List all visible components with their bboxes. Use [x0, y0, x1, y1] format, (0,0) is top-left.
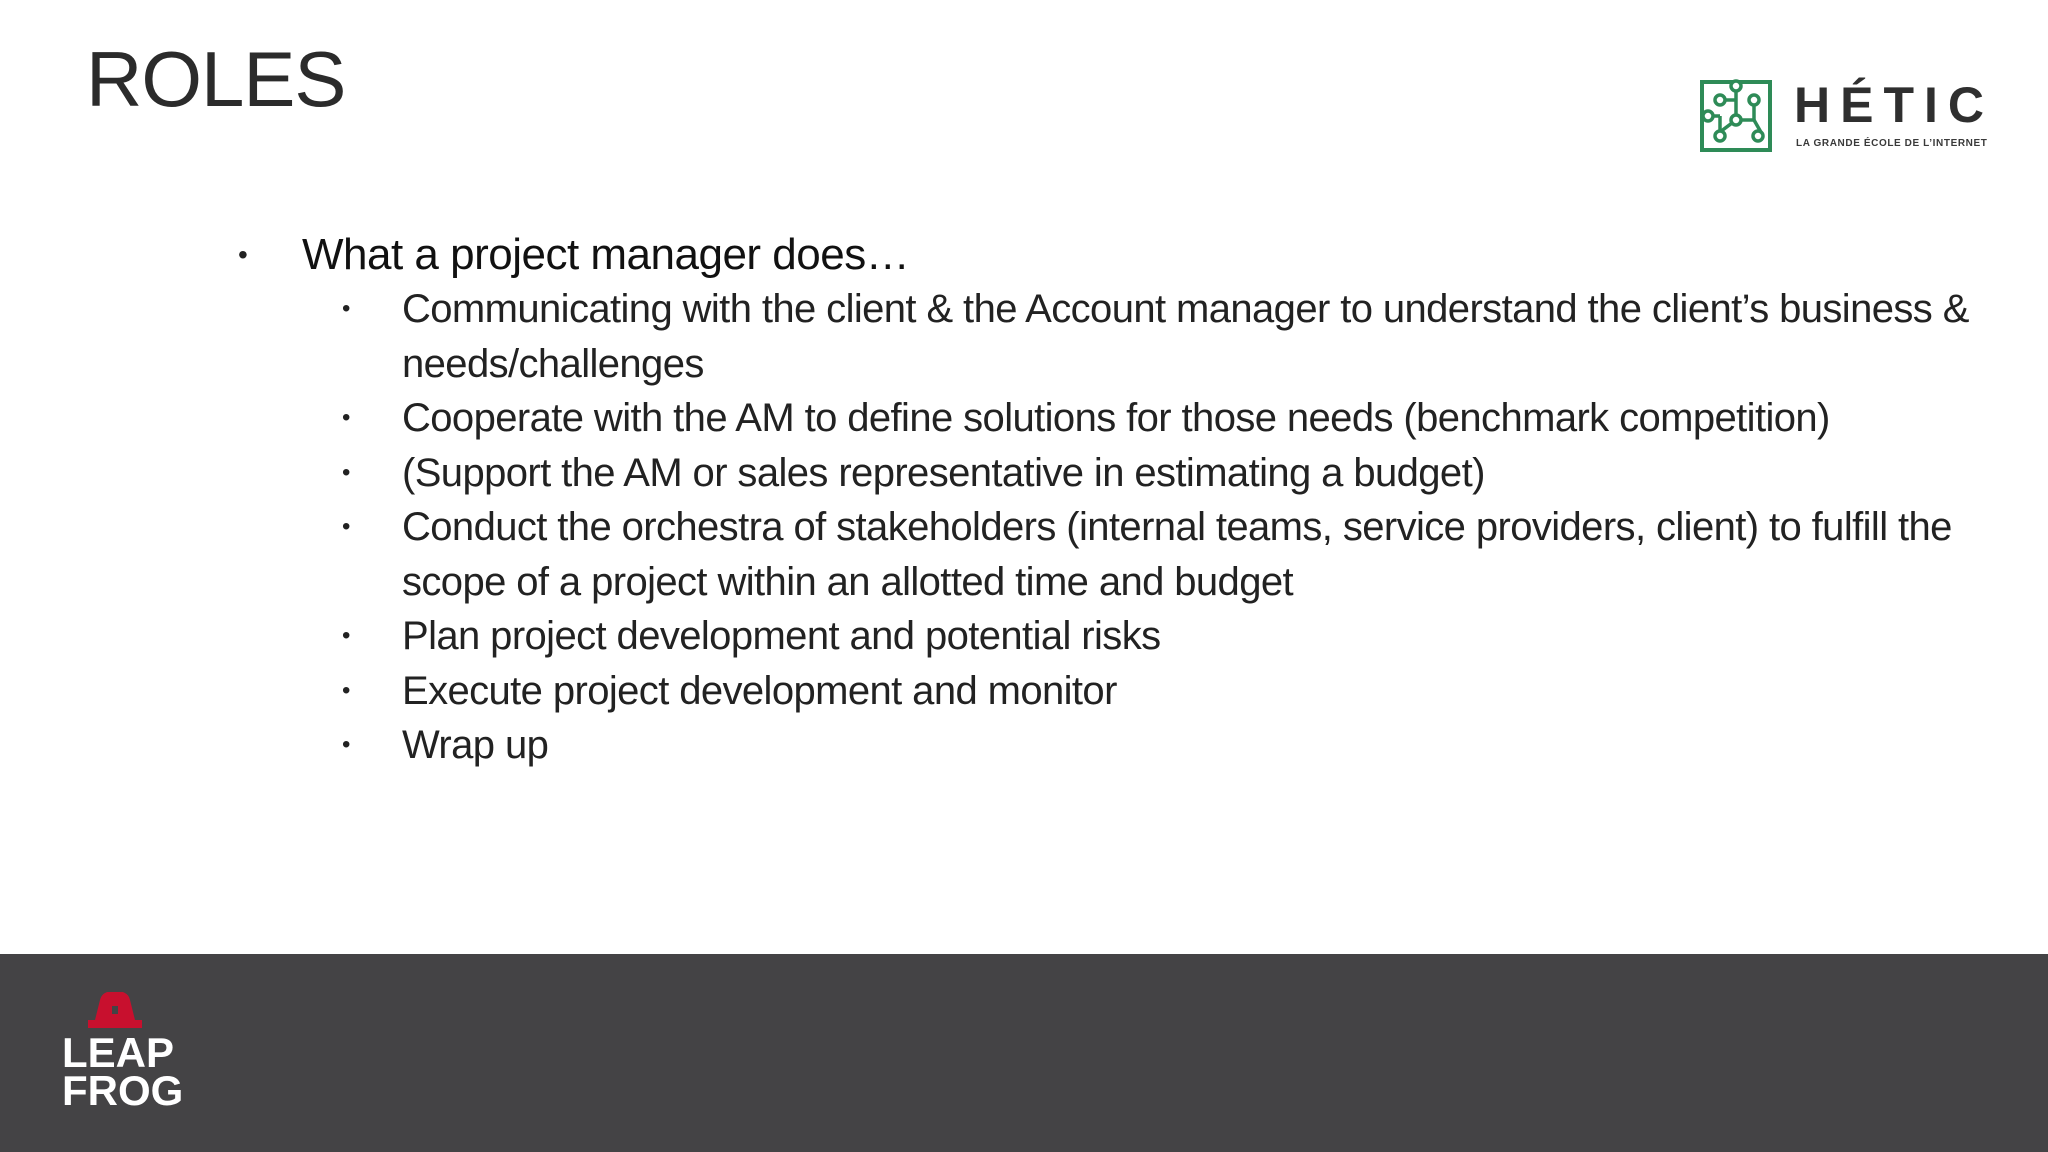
list-item-text: Conduct the orchestra of stakeholders (internal teams, service providers, client) to fulfill the scope of a project within an allotted time and budget — [402, 505, 1952, 604]
list-item-text: Execute project development and monitor — [402, 668, 1117, 713]
footer-bar — [0, 954, 2048, 1152]
list-item — [230, 664, 1990, 719]
hetic-tagline: LA GRANDE ÉCOLE DE L’INTERNET — [1796, 138, 1988, 149]
list-item — [230, 282, 1990, 391]
list-item-heading — [230, 228, 1990, 282]
bullet-icon: • — [342, 731, 350, 758]
hetic-wordmark: HÉTIC — [1794, 77, 1994, 133]
bullet-icon: • — [238, 239, 248, 270]
list-heading-text: What a project manager does… — [302, 230, 910, 279]
list-item — [230, 609, 1990, 664]
list-item-text: Wrap up — [402, 723, 549, 767]
slide-title: ROLES — [86, 35, 346, 123]
bullet-icon: • — [342, 404, 350, 431]
leapfrog-word-1: LEAP — [62, 1029, 175, 1076]
bullet-icon: • — [342, 676, 350, 704]
frog-icon — [58, 986, 188, 1030]
bullet-icon: • — [342, 295, 350, 322]
list-item — [230, 391, 1990, 446]
list-item — [230, 446, 1990, 501]
bullet-icon: • — [342, 458, 350, 486]
list-item-text: Cooperate with the AM to define solutions for those needs (benchmark competition) — [402, 396, 1830, 440]
circuit-icon — [1698, 76, 1778, 156]
list-item-text: Communicating with the client & the Account manager to understand the client’s business & needs/challenges — [402, 287, 1969, 386]
list-item — [230, 718, 1990, 773]
list-item-text: Plan project development and potential risks — [402, 614, 1161, 658]
bullet-icon: • — [342, 622, 350, 649]
leapfrog-logo — [58, 986, 188, 1136]
list-item — [230, 500, 1990, 609]
list-item-text: (Support the AM or sales representative in estimating a budget) — [402, 450, 1485, 495]
bullet-icon: • — [342, 513, 350, 540]
bullet-list — [230, 228, 1990, 773]
hetic-logo — [1698, 76, 2010, 156]
leapfrog-word-2: FROG — [62, 1067, 184, 1114]
